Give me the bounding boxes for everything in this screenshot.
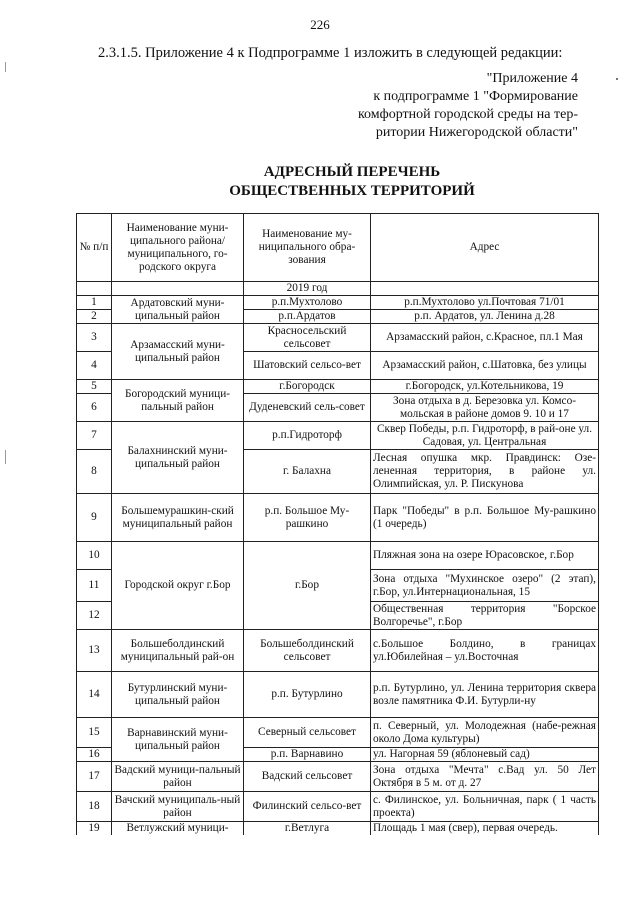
address-cell: Арзамасский район, с.Красное, пл.1 Мая xyxy=(371,324,599,352)
row-number: 14 xyxy=(77,672,112,718)
row-number: 19 xyxy=(77,822,112,836)
table-row xyxy=(77,762,599,792)
row-number: 2 xyxy=(77,310,112,324)
table-row xyxy=(77,792,599,822)
year-empty-cell xyxy=(77,282,112,296)
municipality-cell: Большеболдинский сельсовет xyxy=(244,630,371,672)
municipality-cell: р.п.Ардатов xyxy=(244,310,371,324)
district-cell: Вачский муниципаль-ный район xyxy=(112,792,244,822)
row-number: 9 xyxy=(77,494,112,542)
table-row xyxy=(77,822,599,836)
row-number: 15 xyxy=(77,718,112,748)
address-cell: г.Богородск, ул.Котельникова, 19 xyxy=(371,380,599,394)
year-cell: 2019 год xyxy=(244,282,371,296)
row-number: 3 xyxy=(77,324,112,352)
row-number: 10 xyxy=(77,542,112,570)
address-cell: Пляжная зона на озере Юрасовское, г.Бор xyxy=(371,542,599,570)
table-row xyxy=(77,296,599,310)
table-row xyxy=(77,718,599,748)
district-cell: Большеболдинский муниципальный рай-он xyxy=(112,630,244,672)
table-row xyxy=(77,542,599,570)
row-number: 5 xyxy=(77,380,112,394)
title-line: ОБЩЕСТВЕННЫХ ТЕРРИТОРИЙ xyxy=(229,183,475,199)
row-number: 13 xyxy=(77,630,112,672)
address-cell: р.п. Ардатов, ул. Ленина д.28 xyxy=(371,310,599,324)
address-table xyxy=(76,213,599,835)
municipality-cell: Красносельский сельсовет xyxy=(244,324,371,352)
district-cell: Ардатовский муни-ципальный район xyxy=(112,296,244,324)
row-number: 11 xyxy=(77,570,112,602)
municipality-cell: г.Бор xyxy=(244,542,371,630)
address-cell: Лесная опушка мкр. Правдинск: Озе-лененная территория, в районе ул. Олимпийская, ул. Р. Пискунова xyxy=(371,450,599,494)
row-number: 8 xyxy=(77,450,112,494)
row-number: 1 xyxy=(77,296,112,310)
row-number: 7 xyxy=(77,422,112,450)
municipality-cell: г.Богородск xyxy=(244,380,371,394)
year-empty-cell xyxy=(371,282,599,296)
appendix-reference xyxy=(358,70,578,142)
municipality-cell: г.Ветлуга xyxy=(244,822,371,836)
row-number: 16 xyxy=(77,748,112,762)
table-row xyxy=(77,380,599,394)
table-row xyxy=(77,494,599,542)
row-number: 17 xyxy=(77,762,112,792)
district-cell: Балахнинский муни-ципальный район xyxy=(112,422,244,494)
municipality-cell: Северный сельсовет xyxy=(244,718,371,748)
table-row xyxy=(77,672,599,718)
table-row xyxy=(77,630,599,672)
page-number: 226 xyxy=(310,17,330,32)
address-cell: с. Филинское, ул. Больничная, парк ( 1 часть проекта) xyxy=(371,792,599,822)
address-cell: Арзамасский район, с.Шатовка, без улицы xyxy=(371,352,599,380)
municipality-cell: р.п. Варнавино xyxy=(244,748,371,762)
appendix-line: к подпрограмме 1 "Формирование xyxy=(373,89,578,104)
district-cell: Арзамасский муни-ципальный район xyxy=(112,324,244,380)
municipality-cell: Шатовский сельсо-вет xyxy=(244,352,371,380)
address-cell: Площадь 1 мая (свер), первая очередь. xyxy=(371,822,599,836)
district-cell: Вадский муници-пальный район xyxy=(112,762,244,792)
row-number: 6 xyxy=(77,394,112,422)
district-cell: Большемурашкин-ский муниципальный район xyxy=(112,494,244,542)
address-cell: Парк "Победы" в р.п. Большое Му-рашкино (1 очередь) xyxy=(371,494,599,542)
address-cell: Зона отдыха "Мухинское озеро" (2 этап), г.Бор, ул.Интернациональная, 15 xyxy=(371,570,599,602)
title-line: АДРЕСНЫЙ ПЕРЕЧЕНЬ xyxy=(263,164,441,180)
municipality-cell: г. Балахна xyxy=(244,450,371,494)
header-address: Адрес xyxy=(371,214,599,282)
municipality-cell: р.п.Мухтолово xyxy=(244,296,371,310)
district-cell: Городской округ г.Бор xyxy=(112,542,244,630)
row-number: 12 xyxy=(77,602,112,630)
table-row xyxy=(77,422,599,450)
margin-mark xyxy=(5,62,6,72)
address-cell: ул. Нагорная 59 (яблоневый сад) xyxy=(371,748,599,762)
row-number: 4 xyxy=(77,352,112,380)
municipality-cell: р.п.Гидроторф xyxy=(244,422,371,450)
margin-mark xyxy=(5,450,6,464)
header-num: № п/п xyxy=(77,214,112,282)
row-number: 18 xyxy=(77,792,112,822)
header-row xyxy=(77,214,599,282)
appendix-line: ритории Нижегородской области" xyxy=(375,125,578,140)
address-cell: Общественная территория "Борское Волгоречье", г.Бор xyxy=(371,602,599,630)
address-cell: с.Большое Болдино, в границах ул.Юбилейная – ул.Восточная xyxy=(371,630,599,672)
scan-dot xyxy=(616,78,618,80)
header-district: Наименование муни-ципального района/ муниципального, го-родского округа xyxy=(112,214,244,282)
header-municipality: Наименование му-ниципального обра-зования xyxy=(244,214,371,282)
address-cell: Зона отдыха в д. Березовка ул. Комсо-мольская в районе домов 9. 10 и 17 xyxy=(371,394,599,422)
district-cell: Бутурлинский муни-ципальный район xyxy=(112,672,244,718)
instruction-text: 2.3.1.5. Приложение 4 к Подпрограмме 1 изложить в следующей редакции: xyxy=(98,45,563,61)
address-cell: р.п. Бутурлино, ул. Ленина территория сквера возле памятника Ф.И. Бутурли-ну xyxy=(371,672,599,718)
municipality-cell: Вадский сельсовет xyxy=(244,762,371,792)
district-cell: Варнавинский муни-ципальный район xyxy=(112,718,244,762)
year-row xyxy=(77,282,599,296)
municipality-cell: р.п. Большое Му-рашкино xyxy=(244,494,371,542)
year-empty-cell xyxy=(112,282,244,296)
district-cell: Богородский муници-пальный район xyxy=(112,380,244,422)
appendix-line: "Приложение 4 xyxy=(486,71,578,86)
municipality-cell: Дуденевский сель-совет xyxy=(244,394,371,422)
address-cell: Сквер Победы, р.п. Гидроторф, в рай-оне ул. Садовая, ул. Центральная xyxy=(371,422,599,450)
table-row xyxy=(77,324,599,352)
address-cell: п. Северный, ул. Молодежная (набе-режная около Дома культуры) xyxy=(371,718,599,748)
address-cell: р.п.Мухтолово ул.Почтовая 71/01 xyxy=(371,296,599,310)
appendix-line: комфортной городской среды на тер- xyxy=(357,107,578,122)
municipality-cell: Филинский сельсо-вет xyxy=(244,792,371,822)
address-cell: Зона отдыха "Мечта" с.Вад ул. 50 Лет Октября в 5 м. от д. 27 xyxy=(371,762,599,792)
municipality-cell: р.п. Бутурлино xyxy=(244,672,371,718)
document-title xyxy=(0,163,640,201)
district-cell: Ветлужский муници- xyxy=(112,822,244,836)
